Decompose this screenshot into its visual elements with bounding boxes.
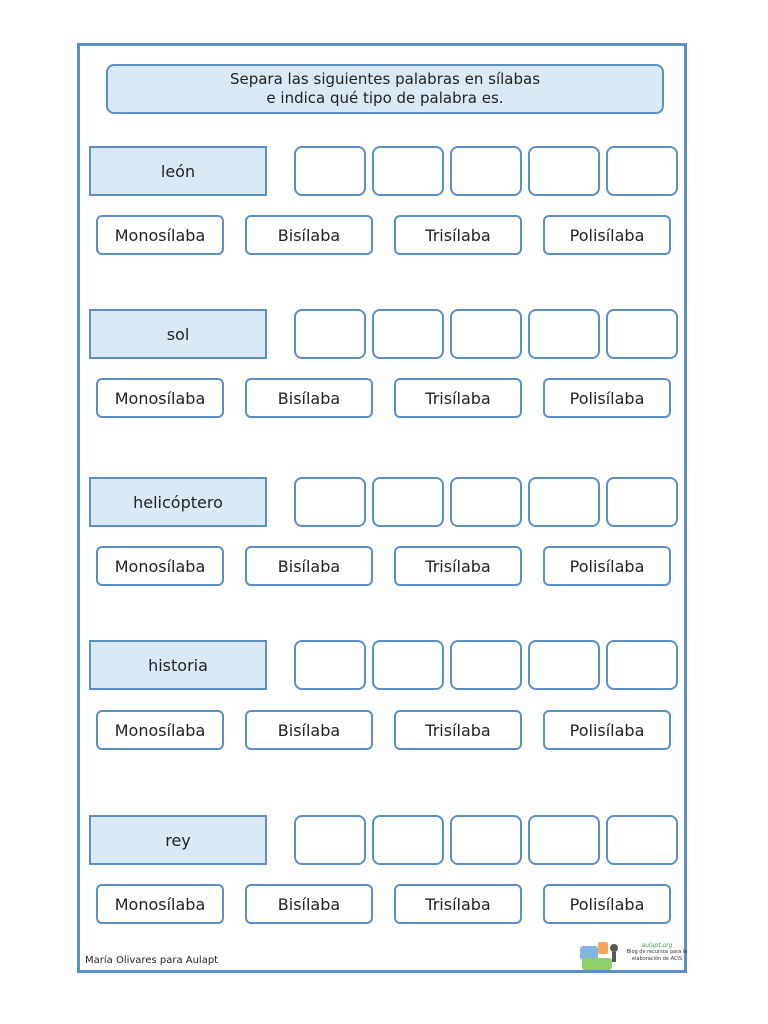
word-label: sol [89, 309, 267, 359]
aulapt-logo [578, 940, 686, 972]
instructions-box [106, 64, 664, 114]
footer-author: María Olivares para Aulapt [85, 955, 219, 966]
syllable-box-5[interactable] [606, 309, 678, 359]
syllable-box-4[interactable] [528, 640, 600, 690]
syllable-box-2[interactable] [372, 640, 444, 690]
option-monosilaba[interactable]: Monosílaba [96, 884, 224, 924]
syllable-box-4[interactable] [528, 477, 600, 527]
option-monosilaba[interactable]: Monosílaba [96, 378, 224, 418]
option-trisilaba[interactable]: Trisílaba [394, 215, 522, 255]
instructions-line-1: Separa las siguientes palabras en sílabas [229, 70, 541, 88]
syllable-box-2[interactable] [372, 815, 444, 865]
option-bisilaba[interactable]: Bisílaba [245, 710, 373, 750]
syllable-box-5[interactable] [606, 146, 678, 196]
syllable-box-5[interactable] [606, 477, 678, 527]
option-bisilaba[interactable]: Bisílaba [245, 378, 373, 418]
word-label: historia [89, 640, 267, 690]
syllable-box-2[interactable] [372, 146, 444, 196]
syllable-box-4[interactable] [528, 309, 600, 359]
syllable-box-3[interactable] [450, 146, 522, 196]
option-bisilaba[interactable]: Bisílaba [245, 884, 373, 924]
option-monosilaba[interactable]: Monosílaba [96, 710, 224, 750]
syllable-box-3[interactable] [450, 477, 522, 527]
syllable-box-1[interactable] [294, 309, 366, 359]
option-trisilaba[interactable]: Trisílaba [394, 378, 522, 418]
syllable-box-1[interactable] [294, 815, 366, 865]
syllable-box-1[interactable] [294, 146, 366, 196]
syllable-box-4[interactable] [528, 146, 600, 196]
syllable-box-2[interactable] [372, 309, 444, 359]
syllable-box-3[interactable] [450, 640, 522, 690]
syllable-box-2[interactable] [372, 477, 444, 527]
logo-tagline: Blog de recursos para la elaboración de ACIS [626, 949, 688, 962]
option-bisilaba[interactable]: Bisílaba [245, 215, 373, 255]
option-polisilaba[interactable]: Polisílaba [543, 378, 671, 418]
option-polisilaba[interactable]: Polisílaba [543, 710, 671, 750]
option-polisilaba[interactable]: Polisílaba [543, 546, 671, 586]
syllable-box-5[interactable] [606, 640, 678, 690]
word-label: león [89, 146, 267, 196]
option-trisilaba[interactable]: Trisílaba [394, 710, 522, 750]
option-polisilaba[interactable]: Polisílaba [543, 884, 671, 924]
word-label: rey [89, 815, 267, 865]
syllable-box-5[interactable] [606, 815, 678, 865]
syllable-box-4[interactable] [528, 815, 600, 865]
syllable-box-3[interactable] [450, 815, 522, 865]
syllable-box-3[interactable] [450, 309, 522, 359]
option-monosilaba[interactable]: Monosílaba [96, 215, 224, 255]
syllable-box-1[interactable] [294, 477, 366, 527]
logo-url: aulapt.org [641, 942, 673, 949]
syllable-box-1[interactable] [294, 640, 366, 690]
aulapt-logo-icon [578, 940, 622, 972]
option-monosilaba[interactable]: Monosílaba [96, 546, 224, 586]
option-trisilaba[interactable]: Trisílaba [394, 546, 522, 586]
option-bisilaba[interactable]: Bisílaba [245, 546, 373, 586]
option-polisilaba[interactable]: Polisílaba [543, 215, 671, 255]
word-label: helicóptero [89, 477, 267, 527]
instructions-line-2: e indica qué tipo de palabra es. [266, 89, 504, 107]
option-trisilaba[interactable]: Trisílaba [394, 884, 522, 924]
